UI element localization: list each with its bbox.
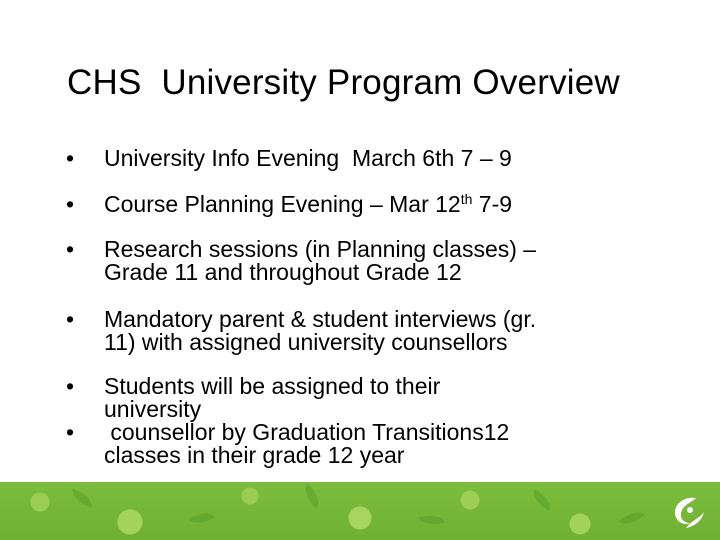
bullet-line: university (104, 396, 202, 422)
bullet-line: Students will be assigned to their (104, 373, 441, 399)
bullet-text (104, 421, 664, 467)
leaf-decoration (419, 511, 445, 529)
leaf-decoration (619, 506, 645, 531)
bullet-marker: • (66, 236, 75, 262)
slide-title: CHS University Program Overview (67, 63, 620, 102)
bullet-text-part: 7-9 (472, 191, 513, 217)
bullet-marker: • (66, 373, 75, 399)
leaf-decoration (189, 507, 216, 529)
leaf-decoration (529, 489, 556, 511)
bullet-marker: • (66, 306, 75, 332)
leaf-decoration (69, 488, 96, 507)
bullet-line: Grade 11 and throughout Grade 12 (104, 259, 462, 285)
bullet-line: classes in their grade 12 year (104, 442, 405, 468)
bullet-line: Mandatory parent & student interviews (gr. (104, 306, 537, 332)
bullet-marker: • (66, 419, 75, 445)
bullet-text (104, 238, 664, 284)
bullet-text: University Info Evening March 6th 7 – 9 (104, 145, 512, 171)
ordinal-suffix: th (460, 191, 473, 207)
bullet-text (104, 308, 664, 354)
bullet-marker: • (66, 145, 75, 171)
bullet-text (104, 375, 664, 421)
leaf-decoration (299, 483, 324, 508)
bullet-text (104, 193, 664, 216)
bullet-text-part: Course Planning Evening – Mar 12 (104, 191, 461, 217)
bullet-marker: • (66, 191, 75, 217)
bullet-line: 11) with assigned university counsellors (104, 329, 508, 355)
bullet-line: Research sessions (in Planning classes) – (104, 236, 537, 262)
footer-banner (0, 482, 720, 540)
leaf-swirl-logo-icon (666, 490, 708, 532)
bullet-line: counsellor by Graduation Transitions12 (104, 419, 510, 445)
